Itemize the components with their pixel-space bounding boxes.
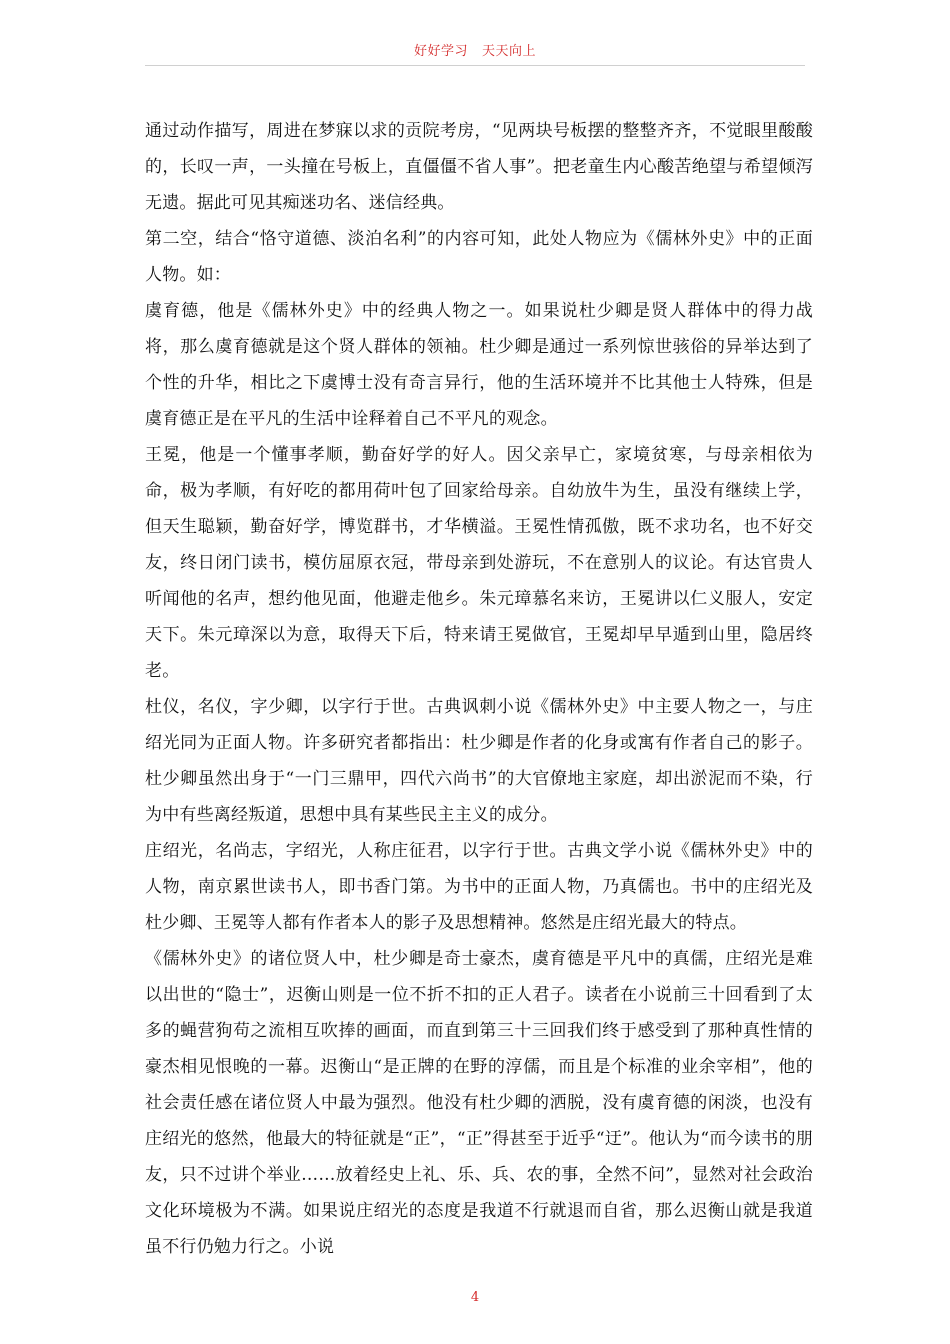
paragraph-du-shaoqing: 杜仪，名仪，字少卿，以字行于世。古典讽刺小说《儒林外史》中主要人物之一，与庄绍光同为正面人物。许多研究者都指出：杜少卿是作者的化身或寓有作者自己的影子。杜少卿虽然出身于“一门三鼎甲，四代六尚书”的大官僚地主家庭，却出淤泥而不染，行为中有些离经叛道，思想中具有某些民主主义的成分。 bbox=[145, 697, 813, 825]
page-number: 4 bbox=[470, 1290, 480, 1305]
header-motto: 好好学习 天天向上 bbox=[414, 44, 536, 59]
paragraph-yu-yude: 虞育德，他是《儒林外史》中的经典人物之一。如果说杜少卿是贤人群体中的得力战将，那么虞育德就是这个贤人群体的领袖。杜少卿是通过一系列惊世骇俗的异举达到了个性的升华，相比之下虞博士没有奇言异行，他的生活环境并不比其他士人特殊，但是虞育德正是在平凡的生活中诠释着自己不平凡的观念。 bbox=[145, 301, 813, 429]
document-body bbox=[145, 113, 813, 1265]
page-header bbox=[0, 40, 950, 59]
paragraph-second-blank: 第二空，结合“恪守道德、淡泊名利”的内容可知，此处人物应为《儒林外史》中的正面人物。如： bbox=[145, 229, 813, 285]
paragraph-chi-hengshan: 《儒林外史》的诸位贤人中，杜少卿是奇士豪杰，虞育德是平凡中的真儒，庄绍光是难以出世的“隐士”，迟衡山则是一位不折不扣的正人君子。读者在小说前三十回看到了太多的蝇营狗苟之流相互吹捧的画面，而直到第三十三回我们终于感受到了那种真性情的豪杰相见恨晚的一幕。迟衡山“是正牌的在野的淳儒，而且是个标准的业余宰相”，他的社会责任感在诸位贤人中最为强烈。他没有杜少卿的洒脱，没有虞育德的闲淡，也没有庄绍光的悠然，他最大的特征就是“正”，“正”得甚至于近乎“迂”。他认为“而今读书的朋友，只不过讲个举业……放着经史上礼、乐、兵、农的事，全然不问”，显然对社会政治文化环境极为不满。如果说庄绍光的态度是我道不行就退而自省，那么迟衡山就是我道虽不行仍勉力行之。小说 bbox=[145, 949, 813, 1257]
paragraph-wang-mian: 王冕，他是一个懂事孝顺，勤奋好学的好人。因父亲早亡，家境贫寒，与母亲相依为命，极为孝顺，有好吃的都用荷叶包了回家给母亲。自幼放牛为生，虽没有继续上学，但天生聪颖，勤奋好学，博览群书，才华横溢。王冕性情孤傲，既不求功名，也不好交友，终日闭门读书，模仿屈原衣冠，带母亲到处游玩，不在意别人的议论。有达官贵人听闻他的名声，想约他见面，他避走他乡。朱元璋慕名来访，王冕讲以仁义服人，安定天下。朱元璋深以为意，取得天下后，特来请王冕做官，王冕却早早遁到山里，隐居终老。 bbox=[145, 445, 813, 681]
paragraph-zhoujin: 通过动作描写，周进在梦寐以求的贡院考房，“见两块号板摆的整整齐齐，不觉眼里酸酸的，长叹一声，一头撞在号板上，直僵僵不省人事”。把老童生内心酸苦绝望与希望倾泻无遗。据此可见其痴迷功名、迷信经典。 bbox=[145, 121, 813, 213]
paragraph-zhuang-shaoguang: 庄绍光，名尚志，字绍光，人称庄征君，以字行于世。古典文学小说《儒林外史》中的人物，南京累世读书人，即书香门第。为书中的正面人物，乃真儒也。书中的庄绍光及杜少卿、王冕等人都有作者本人的影子及思想精神。悠然是庄绍光最大的特点。 bbox=[145, 841, 813, 933]
header-divider bbox=[145, 65, 805, 66]
